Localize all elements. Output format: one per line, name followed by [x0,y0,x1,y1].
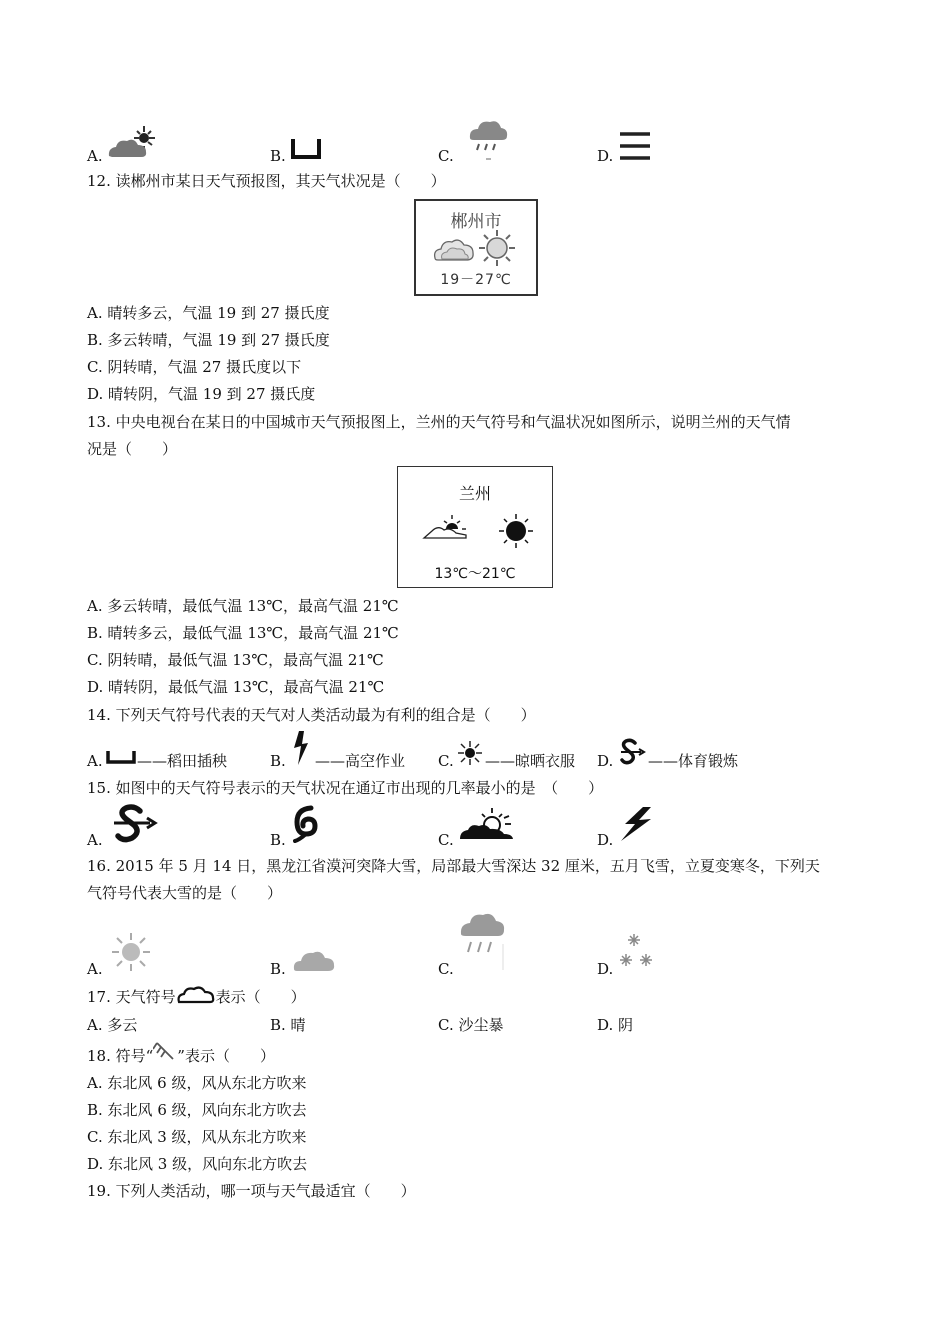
q16-option-a-label: A. [87,960,103,978]
q13-question-line2: 况是（ ） [87,440,178,458]
q17-question-prefix: 17. 天气符号 [87,988,176,1006]
q17-option-c: C. 沙尘暴 [438,1016,504,1034]
sun-icon [457,740,483,766]
q18-option-b: B. 东北风 6 级，风向东北方吹去 [87,1101,307,1119]
q11-option-d-label: D. [597,147,614,165]
q17-question [87,987,306,1008]
q15-option-b-label: B. [270,831,286,849]
q12-city-name: 郴州市 [450,212,502,232]
sandstorm-icon [617,738,647,766]
q14-option-c-text: ——晾晒衣服 [485,752,576,770]
q12-temperature: 19－27℃ [440,272,512,288]
snow-icon [618,932,658,972]
sun-icon [110,931,152,973]
q15-option-d-label: D. [597,831,614,849]
q14-option-d-label: D. [597,752,614,770]
sun-icon [498,513,534,549]
q13-forecast-figure [397,466,553,588]
q13-option-a: A. 多云转晴，最低气温 13℃，最高气温 21℃ [87,597,399,615]
q11-option-c-label: C. [438,147,454,165]
q16-option-b-label: B. [270,960,286,978]
q12-forecast-figure [414,199,538,296]
typhoon-icon [289,804,323,844]
q11-option-b-label: B. [270,147,286,165]
q15-question: 15. 如图中的天气符号表示的天气状况在通辽市出现的几率最小的是 （ ） [87,779,604,797]
q15-option-a-label: A. [87,831,103,849]
q14-option-b-text: ——高空作业 [315,752,406,770]
q16-question-line1: 16. 2015 年 5 月 14 日，黑龙江省漠河突降大雪，局部最大雪深达 32 厘米，五月飞雪，立夏变寒冬，下列天 [87,857,820,875]
q14-question: 14. 下列天气符号代表的天气对人类活动最为有利的组合是（ ） [87,706,536,724]
rain-icon [466,116,510,162]
paddy-field-icon [106,750,136,764]
rain-icon [457,908,509,972]
q17-option-d: D. 阴 [597,1016,634,1034]
q14-option-c-label: C. [438,752,454,770]
cloudy-icon [432,233,476,263]
q12-option-a: A. 晴转多云，气温 19 到 27 摄氏度 [87,304,330,322]
q17-question-suffix: 表示（ ） [215,988,306,1006]
q12-option-d: D. 晴转阴，气温 19 到 27 摄氏度 [87,385,316,403]
q13-option-b: B. 晴转多云，最低气温 13℃，最高气温 21℃ [87,624,399,642]
lightning-icon [617,806,657,842]
q17-option-a: A. 多云 [87,1016,138,1034]
q13-temperature: 13℃～21℃ [434,566,516,582]
q18-option-c: C. 东北风 3 级，风从东北方吹来 [87,1128,307,1146]
q18-option-d: D. 东北风 3 级，风向东北方吹去 [87,1155,308,1173]
q18-option-a: A. 东北风 6 级，风从东北方吹来 [87,1074,307,1092]
fog-icon [618,131,652,161]
wind-symbol-icon [153,1047,177,1067]
partly-cloudy-icon [458,806,516,842]
q14-option-a-text: ——稻田插秧 [137,752,228,770]
q16-option-d-label: D. [597,960,614,978]
cloud-outline-icon [176,988,216,1008]
q14-option-b-label: B. [270,752,286,770]
q13-option-d: D. 晴转阴，最低气温 13℃，最高气温 21℃ [87,678,385,696]
q14-option-a-label: A. [87,752,103,770]
lightning-icon [291,730,311,766]
q13-city-name: 兰州 [458,484,491,503]
q18-question [87,1046,275,1067]
q17-option-b: B. 晴 [270,1016,306,1034]
q16-question-line2: 气符号代表大雪的是（ ） [87,884,283,902]
q12-question: 12. 读郴州市某日天气预报图，其天气状况是（ ） [87,172,446,190]
q12-option-c: C. 阴转晴，气温 27 摄氏度以下 [87,358,302,376]
paddy-field-icon [291,137,321,159]
sun-icon [478,229,516,267]
q16-option-c-label: C. [438,960,454,978]
sandstorm-icon [110,804,160,844]
q11-option-a-label: A. [87,147,103,165]
partly-cloudy-icon [422,513,468,541]
q18-question-suffix: ”表示（ ） [177,1047,275,1065]
q18-question-prefix: 18. 符号“ [87,1047,154,1065]
q12-option-b: B. 多云转晴，气温 19 到 27 摄氏度 [87,331,330,349]
partly-cloudy-icon [106,124,158,160]
q13-option-c: C. 阴转晴，最低气温 13℃，最高气温 21℃ [87,651,384,669]
q19-question: 19. 下列人类活动，哪一项与天气最适宜（ ） [87,1182,416,1200]
cloud-icon [291,945,337,973]
q15-option-c-label: C. [438,831,454,849]
q13-question-line1: 13. 中央电视台在某日的中国城市天气预报图上，兰州的天气符号和气温状况如图所示，说明兰州的天气情 [87,413,791,431]
q14-option-d-text: ——体育锻炼 [648,752,739,770]
